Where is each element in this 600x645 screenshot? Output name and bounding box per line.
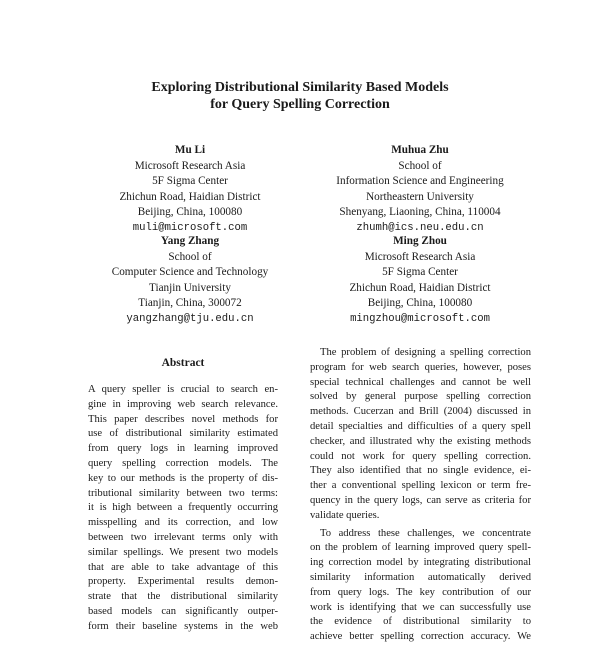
paper-title bbox=[0, 79, 600, 113]
intro-line: ing correction model by integrating distributional bbox=[310, 557, 531, 569]
intro-line: program for web search queries, however, poses bbox=[310, 361, 531, 373]
author-block-muhua-zhu bbox=[310, 143, 530, 237]
author-affiliation-line: Northeastern University bbox=[366, 190, 474, 203]
author-block-ming-zhou bbox=[320, 234, 520, 328]
intro-line: detail specialties and difficulties of a query spell bbox=[310, 420, 531, 432]
abstract-line: A query speller is crucial to search en- bbox=[88, 384, 278, 395]
intro-line: The problem of designing a spelling correction bbox=[320, 347, 531, 358]
intro-line: on the problem of learning improved query spell- bbox=[310, 542, 531, 554]
author-affiliation-line: School of bbox=[168, 250, 212, 263]
intro-line: methods. Cucerzan and Brill (2004) discussed in bbox=[310, 406, 531, 418]
abstract-line: key to our methods is the property of dis- bbox=[88, 472, 278, 484]
author-block-mu-li bbox=[95, 143, 285, 237]
abstract-line: gine in improving web search relevance. bbox=[88, 398, 278, 410]
intro-line: validate queries. bbox=[310, 509, 380, 521]
abstract-line: from query logs in learning improved bbox=[88, 443, 278, 455]
author-email: muli@microsoft.com bbox=[132, 221, 248, 234]
abstract-line: misspelling and its correction, and low bbox=[88, 517, 278, 529]
intro-line: ther a conventional spelling lexicon or term fre- bbox=[310, 480, 531, 492]
author-email: yangzhang@tju.edu.cn bbox=[126, 312, 254, 325]
intro-line: the evidence of distributional similarity to bbox=[310, 616, 531, 628]
intro-line: special technical challenges and cannot be well bbox=[310, 376, 531, 388]
author-affiliation-line: Computer Science and Technology bbox=[111, 266, 269, 279]
intro-line: from query logs. The key contribution of our bbox=[310, 586, 531, 598]
intro-line: similarity information automatically derived bbox=[310, 571, 531, 583]
abstract-line: property. Experimental results demon- bbox=[88, 576, 278, 588]
intro-line: quency in the query logs, can serve as criteria for bbox=[310, 494, 531, 506]
abstract-line: similar spellings. We present two models bbox=[88, 546, 278, 558]
abstract-line: use of distributional similarity estimated bbox=[88, 428, 278, 440]
abstract-line: This paper describes novel methods for bbox=[88, 413, 278, 425]
author-name: Yang Zhang bbox=[160, 235, 220, 247]
abstract-body bbox=[88, 383, 278, 635]
title-line-2: for Query Spelling Correction bbox=[210, 97, 390, 112]
intro-paragraph-2 bbox=[310, 527, 531, 645]
author-affiliation-line: Shenyang, Liaoning, China, 110004 bbox=[339, 206, 501, 219]
author-block-yang-zhang bbox=[95, 234, 285, 328]
abstract-line: query spelling correction models. The bbox=[88, 457, 278, 469]
author-affiliation-line: Zhichun Road, Haidian District bbox=[349, 281, 491, 294]
author-name: Ming Zhou bbox=[393, 235, 447, 247]
author-affiliation-line: Tianjin University bbox=[149, 281, 231, 294]
intro-line: work is identifying that we can successfully use bbox=[310, 601, 531, 613]
author-email: zhumh@ics.neu.edu.cn bbox=[356, 221, 484, 234]
abstract-line: strate that the distributional similarity bbox=[88, 591, 278, 603]
author-affiliation-line: Beijing, China, 100080 bbox=[137, 206, 243, 219]
intro-line: solved by general purpose spelling correction bbox=[310, 391, 531, 403]
author-affiliation-line: Beijing, China, 100080 bbox=[367, 297, 473, 310]
intro-line: could not work for query spelling correction. bbox=[310, 450, 531, 462]
intro-line: checker, and illustrated why the existing methods bbox=[310, 435, 531, 447]
introduction-body bbox=[310, 346, 531, 645]
author-name: Mu Li bbox=[174, 144, 206, 156]
author-affiliation-line: Zhichun Road, Haidian District bbox=[119, 190, 261, 203]
author-affiliation-line: 5F Sigma Center bbox=[152, 175, 228, 188]
abstract-line: based models can significantly outper- bbox=[88, 605, 278, 617]
intro-paragraph-1 bbox=[310, 346, 531, 524]
author-affiliation-line: Tianjin, China, 300072 bbox=[138, 297, 242, 310]
intro-line: achieve better spelling correction accuracy. We bbox=[310, 631, 531, 643]
intro-line: They also identified that no single evidence, ei- bbox=[310, 465, 531, 477]
author-affiliation-line: Information Science and Engineering bbox=[336, 175, 504, 188]
author-affiliation-line: Microsoft Research Asia bbox=[134, 159, 246, 172]
intro-line: To address these challenges, we concentrate bbox=[320, 527, 531, 539]
author-affiliation-line: 5F Sigma Center bbox=[382, 266, 458, 279]
author-name: Muhua Zhu bbox=[391, 144, 449, 156]
abstract-line: between two irrelevant terms only with bbox=[88, 531, 278, 543]
abstract-line: it is high between a frequently occurring bbox=[88, 502, 278, 514]
abstract-heading: Abstract bbox=[161, 357, 205, 369]
title-line-1: Exploring Distributional Similarity Based Models bbox=[151, 80, 449, 95]
abstract-line: that are able to take advantage of this bbox=[88, 561, 278, 573]
author-affiliation-line: School of bbox=[398, 159, 442, 172]
abstract-line: form their baseline systems in the web bbox=[88, 620, 278, 632]
abstract-line: tributional similarity between two terms: bbox=[88, 487, 278, 499]
author-affiliation-line: Microsoft Research Asia bbox=[364, 250, 476, 263]
author-email: mingzhou@microsoft.com bbox=[350, 312, 490, 325]
